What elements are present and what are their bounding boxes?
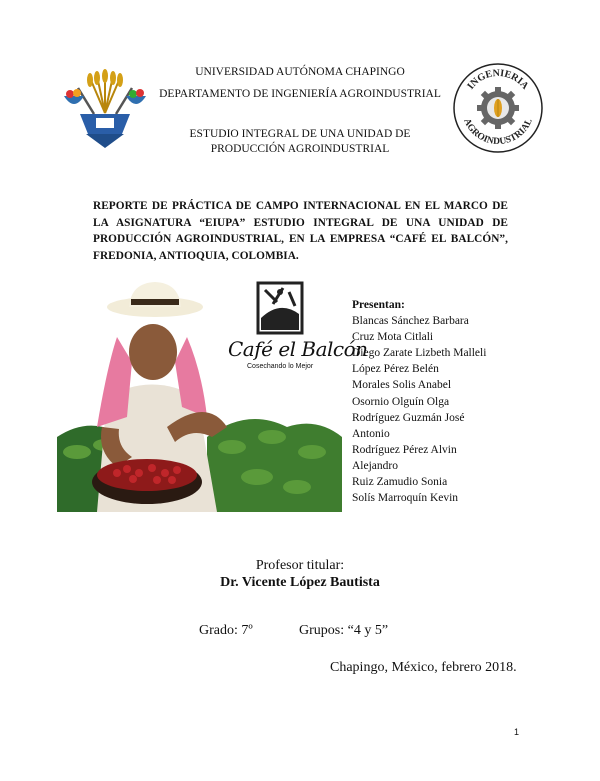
study-title-line2: PRODUCCIÓN AGROINDUSTRIAL (210, 143, 390, 155)
presenter-name: Alejandro (352, 459, 398, 472)
presenters-list (352, 297, 486, 506)
engineering-seal-logo (452, 62, 544, 154)
presenter-name: Diego Zarate Lizbeth Malleli (352, 347, 487, 360)
presenter-name: Morales Solis Anabel (352, 379, 452, 392)
professor-name: Dr. Vicente López Bautista (220, 575, 380, 590)
seal-text-top: INGENIERIA (465, 67, 531, 92)
brand-tagline: Cosechando lo Mejor (247, 363, 314, 370)
brand-emblem-icon (255, 280, 305, 335)
university-name: UNIVERSIDAD AUTÓNOMA CHAPINGO (195, 66, 405, 78)
university-logo (60, 68, 150, 150)
presenter-name: López Pérez Belén (352, 363, 439, 376)
presenter-name: Rodríguez Pérez Alvin (352, 443, 457, 456)
presenter-name: Osornio Olguín Olga (352, 395, 450, 408)
page-number: 1 (514, 727, 520, 737)
professor-label: Profesor titular: (255, 558, 345, 573)
groups-text: Grupos: “4 y 5” (299, 623, 389, 638)
presenter-name: Rodríguez Guzmán José (352, 411, 465, 424)
study-title-line1: ESTUDIO INTEGRAL DE UNA UNIDAD DE (189, 128, 411, 140)
presenter-name: Ruiz Zamudio Sonia (352, 476, 448, 489)
brand-name: Café el Balcón (228, 337, 368, 361)
presenter-name: Solís Marroquín Kevin (352, 492, 459, 505)
report-title: REPORTE DE PRÁCTICA DE CAMPO INTERNACIONAL EN EL MARCO DE LA ASIGNATURA “EIUPA” ESTUDIO INTEGRAL DE UNA UNIDAD DE PRODUCCIÓN AGROINDUSTRIAL, EN LA EMPRESA “CAFÉ EL BALCÓN”, FREDONIA, ANTIOQUIA, COLOMBIA. (93, 200, 508, 262)
presenter-name: Cruz Mota Citlali (352, 331, 434, 344)
department-name: DEPARTAMENTO DE INGENIERÍA AGROINDUSTRIAL (159, 88, 441, 100)
presenters-label: Presentan: (352, 299, 405, 311)
seal-text-bottom: AGROINDUSTRIAL (461, 117, 535, 148)
place-date: Chapingo, México, febrero 2018. (330, 660, 517, 675)
presenter-name: Blancas Sánchez Barbara (352, 315, 469, 328)
presenter-name: Antonio (352, 427, 390, 440)
grade-text: Grado: 7º (199, 623, 253, 638)
